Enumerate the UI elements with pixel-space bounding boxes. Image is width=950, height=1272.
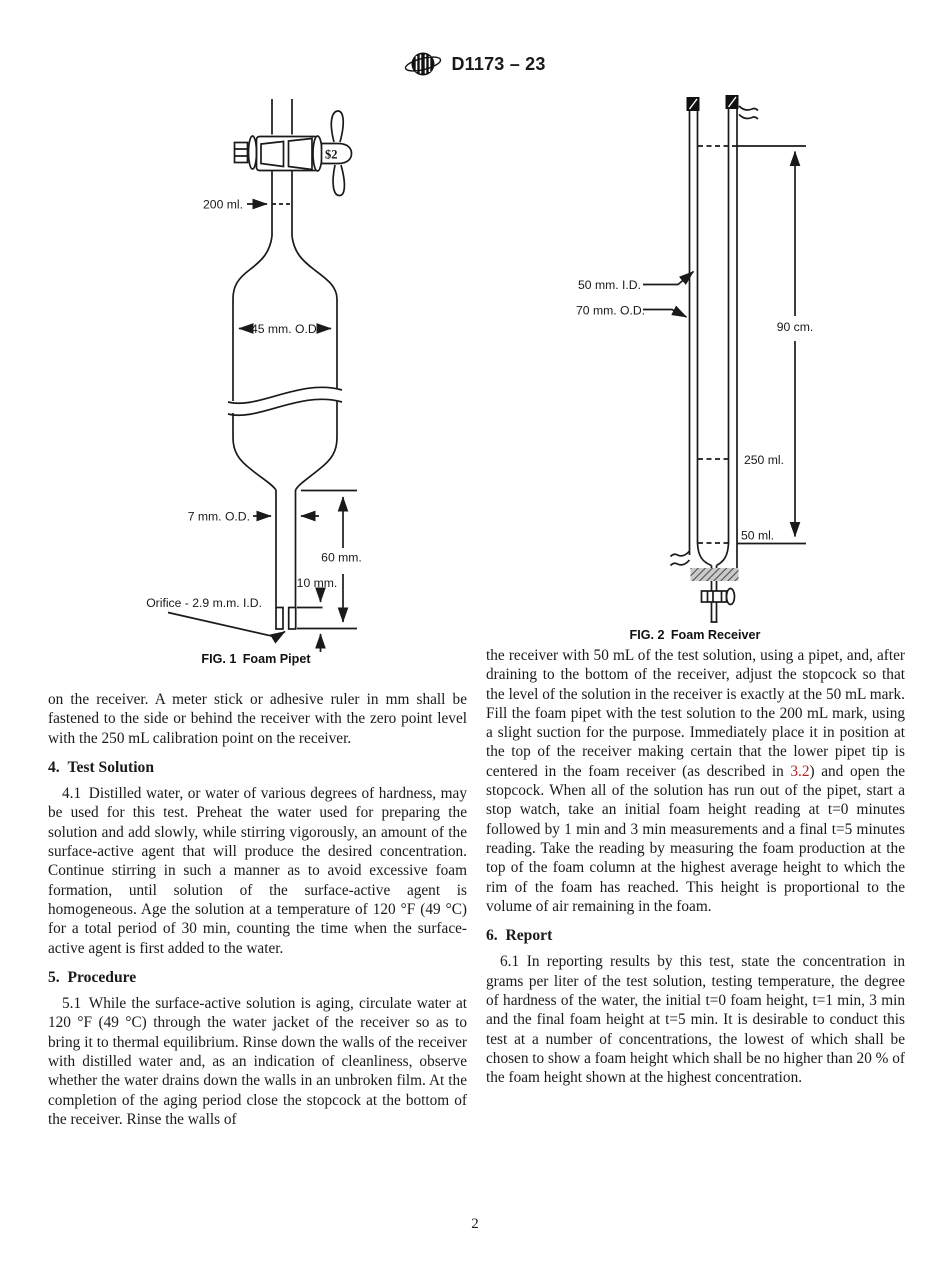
dim-7mm xyxy=(188,510,319,524)
paragraph-4-1: 4.1 Distilled water, or water of various degrees of hardness, may be used for this test. Preheat the water used for preparing the solution and add slowly, while stirring vigorously, an amount of the surface-active agent that will produce the desired concentration. Continue stirring in such a manner as to avoid excessive foam formation, until solution of the surface-active agent is homogeneous. Age the solution at a temperature of 120 °F (49 °C) for a total period of 30 min, counting the time when the surface-active agent is first added to the water. xyxy=(48,785,467,957)
dim-200ml xyxy=(203,198,292,212)
pipet-flask-body xyxy=(228,236,342,490)
continuation-paragraph xyxy=(486,646,905,916)
pipet-stopcock xyxy=(235,111,352,196)
tube-length-label: 60 mm. xyxy=(321,550,362,565)
pipet-top-tube xyxy=(272,99,292,236)
mark-250ml xyxy=(698,453,784,467)
tube-od-label: 7 mm. O.D. xyxy=(187,509,250,524)
height-label: 90 cm. xyxy=(776,320,814,334)
orifice-label: Orifice - 2.9 m.m. I.D. xyxy=(146,596,262,610)
jacket-inlet-break xyxy=(739,106,758,119)
break-line xyxy=(228,399,342,415)
left-column xyxy=(48,690,467,1129)
volume-label: 200 ml. xyxy=(203,197,243,212)
stopcock-knob xyxy=(727,589,735,605)
pipet-delivery-tube xyxy=(276,490,296,629)
section-heading-test-solution: 4. Test Solution xyxy=(48,758,155,776)
section-heading-report: 6. Report xyxy=(486,927,553,945)
right-column xyxy=(486,646,905,1088)
callout-50mm-id xyxy=(578,272,694,293)
paragraph-text: the receiver with 50 mL of the test solution, using a pipet, and, after draining to the bottom of the receiver, adjust the stopcock so that the level of the solution in the receiver is exactly at the 50 mL mark. Fill the foam pipet with the test solution to the 200 mL mark, using a slight suction for the purpose. Immediately place it in position at the top of the receiver making certain that the lower pipet tip is centered in the foam receiver (as described in xyxy=(486,647,905,780)
dim-45mm xyxy=(239,322,331,336)
orifice-tip-right-wall xyxy=(289,608,296,630)
dim-90cm xyxy=(698,146,813,537)
page-header xyxy=(0,46,950,82)
support-base xyxy=(691,568,739,581)
mark-50ml xyxy=(698,529,806,544)
inner-diameter-label: 50 mm. I.D. xyxy=(578,278,641,292)
paragraph-5-1: 5.1 While the surface-active solution is aging, circulate water at 120 °F (49 °C) through the water jacket of the receiver so as to bring it to thermal equilibrium. Rinse down the walls of the receiver with distilled water and, as an indication of cleanliness, observe whether the water drains down the walls in an unbroken film. At the completion of the aging period close the stopcock at the bottom of the receiver. Rinse the walls of xyxy=(48,995,467,1128)
tip-length-label: 10 mm. xyxy=(296,576,338,590)
bottom-stopcock xyxy=(702,591,727,602)
break-line xyxy=(228,387,342,403)
callout-70mm-od xyxy=(576,304,687,318)
orifice-tip-left-wall xyxy=(276,608,283,630)
figure-2-foam-receiver-drawing xyxy=(555,90,820,650)
outer-diameter-label: 70 mm. O.D. xyxy=(576,303,646,318)
page-number: 2 xyxy=(471,1216,479,1232)
paragraph-6-1: 6.1 In reporting results by this test, state the concentration in grams per liter of the test solution, testing temperature, the degree of hardness of the water, the initial t=0 foam height, t=1 min, 3 min and the final foam height at t=5 min. It is desirable to conduct this test at a number of concentrations, the lowest of which shall be chosen to show a foam height which shall be no higher than 20 % of the foam height shown at the highest concentration. xyxy=(486,953,905,1087)
receiver-column-walls xyxy=(690,109,738,622)
dim-10mm xyxy=(297,576,338,652)
stopcock-handle-top-wing xyxy=(331,111,343,142)
stopcock-handle-bottom-wing xyxy=(333,165,344,196)
volume-250-label: 250 ml. xyxy=(744,453,784,467)
paragraph-text: ) and open the stopcock. When all of the solution has run out of the pipet, start a stop watch, take an initial foam height reading at t=0 minutes followed by 1 min and 3 min measurements and a final t=5 minutes reading. Take the reading by measuring the foam production at the top of the foam column at the highest average height to which the rim of the foam has reached. This height is proportional to the volume of air remaining in the foam. xyxy=(486,762,906,915)
intro-paragraph: on the receiver. A meter stick or adhesive ruler in mm shall be fastened to the side or behind the receiver with the zero point level with the 250 mL calibration point on the receiver. xyxy=(48,691,467,747)
standard-taper-joint-label: $2 xyxy=(325,147,338,162)
standard-designation: D1173 – 23 xyxy=(451,53,546,74)
jacket-outlet-break xyxy=(671,551,690,566)
figure1-caption: FIG. 1 Foam Pipet xyxy=(201,652,311,666)
body-od-label: 45 mm. O.D. xyxy=(250,322,321,336)
volume-50-label: 50 ml. xyxy=(741,528,775,543)
receiver-base xyxy=(671,551,739,605)
astm-logo-icon xyxy=(404,46,442,82)
orifice-callout xyxy=(146,596,285,637)
section-heading-procedure: 5. Procedure xyxy=(48,968,137,986)
figure-1-foam-pipet-drawing xyxy=(120,90,470,675)
figure2-caption: FIG. 2 Foam Receiver xyxy=(629,628,761,642)
cross-reference-link-3-2[interactable]: 3.2 xyxy=(790,762,810,780)
